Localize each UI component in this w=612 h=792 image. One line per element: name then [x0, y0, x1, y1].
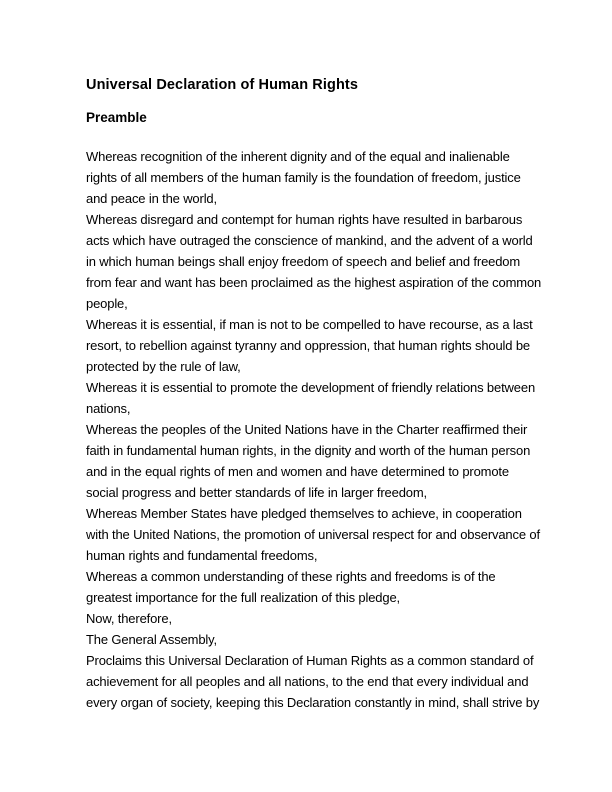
- text-line: Whereas disregard and contempt for human rights have resulted in barbarous: [86, 212, 523, 227]
- text-line: greatest importance for the full realization of this pledge,: [86, 590, 401, 605]
- text-line: Whereas a common understanding of these rights and freedoms is of the: [86, 569, 496, 584]
- text-line: rights of all members of the human family is the foundation of freedom, justice: [86, 170, 521, 185]
- text-line: social progress and better standards of life in larger freedom,: [86, 485, 428, 500]
- text-line: nations,: [86, 401, 131, 416]
- section-heading-preamble: Preamble: [86, 110, 147, 125]
- text-line: human rights and fundamental freedoms,: [86, 548, 318, 563]
- text-line: Whereas it is essential, if man is not to be compelled to have recourse, as a last: [86, 317, 533, 332]
- body-text: [86, 146, 542, 713]
- text-line: acts which have outraged the conscience of mankind, and the advent of a world: [86, 233, 533, 248]
- text-line: Now, therefore,: [86, 611, 172, 626]
- text-line: Whereas Member States have pledged themselves to achieve, in cooperation: [86, 506, 522, 521]
- text-line: faith in fundamental human rights, in the dignity and worth of the human person: [86, 443, 531, 458]
- text-line: from fear and want has been proclaimed as the highest aspiration of the common: [86, 275, 542, 290]
- text-line: with the United Nations, the promotion of universal respect for and observance of: [86, 527, 540, 542]
- text-line: and peace in the world,: [86, 191, 217, 206]
- text-line: resort, to rebellion against tyranny and oppression, that human rights should be: [86, 338, 530, 353]
- document-title: Universal Declaration of Human Rights: [86, 77, 359, 93]
- text-line: Whereas the peoples of the United Nations have in the Charter reaffirmed their: [86, 422, 528, 437]
- text-line: Whereas it is essential to promote the development of friendly relations between: [86, 380, 536, 395]
- text-line: Whereas recognition of the inherent dignity and of the equal and inalienable: [86, 149, 510, 164]
- text-line: people,: [86, 296, 128, 311]
- text-line: protected by the rule of law,: [86, 359, 241, 374]
- text-line: Proclaims this Universal Declaration of Human Rights as a common standard of: [86, 653, 534, 668]
- text-line: and in the equal rights of men and women and have determined to promote: [86, 464, 509, 479]
- text-line: achievement for all peoples and all nations, to the end that every individual and: [86, 674, 529, 689]
- text-line: The General Assembly,: [86, 632, 218, 647]
- text-line: in which human beings shall enjoy freedom of speech and belief and freedom: [86, 254, 521, 269]
- text-line: every organ of society, keeping this Declaration constantly in mind, shall strive by: [86, 695, 540, 710]
